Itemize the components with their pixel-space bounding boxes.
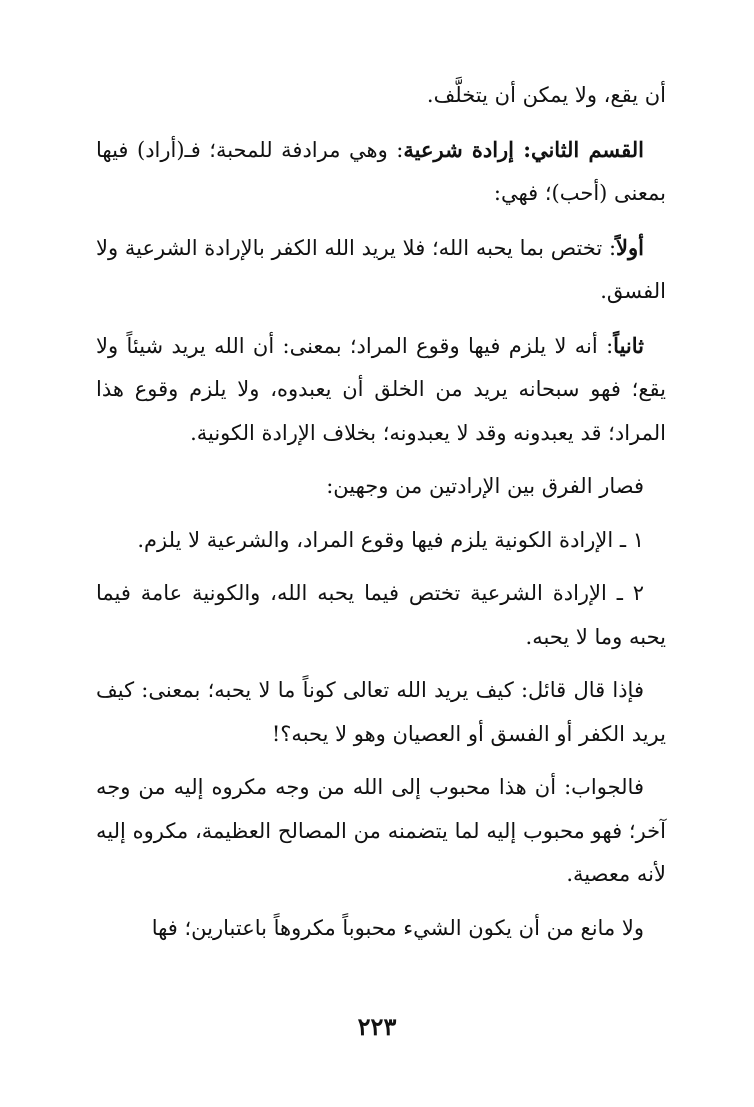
paragraph-4: [96, 324, 666, 456]
section-heading: القسم الثاني: إرادة شرعية: [403, 136, 645, 162]
paragraph-5-text: فصار الفرق بين الإرادتين من وجهين:: [326, 474, 644, 498]
paragraph-9-text: فالجواب: أن هذا محبوب إلى الله من وجه مكروه إليه من وجه آخر؛ فهو محبوب إليه لما يتضمنه من المصالح العظيمة، مكروه إليه لأنه معصية.: [96, 775, 666, 886]
paragraph-6-text: ١ ـ الإرادة الكونية يلزم فيها وقوع المراد، والشرعية لا يلزم.: [137, 527, 644, 552]
paragraph-9: [96, 766, 666, 897]
paragraph-4-text: : أنه لا يلزم فيها وقوع المراد؛ بمعنى: أن الله يريد شيئاً ولا يقع؛ فهو سبحانه يريد من الخلق أن يعبدوه، ولا يلزم وقوع هذا المراد؛ قد يعبدونه وقد لا يعبدونه؛ بخلاف الإرادة الكونية.: [96, 333, 666, 445]
paragraph-10: [96, 907, 666, 951]
paragraph-8-text: فإذا قال قائل: كيف يريد الله تعالى كوناً ما لا يحبه؛ بمعنى: كيف يريد الكفر أو الفسق أو العصيان وهو لا يحبه؟!: [96, 678, 666, 746]
paragraph-6: [96, 519, 666, 563]
page-number: ٢٢٣: [357, 1012, 397, 1041]
paragraph-3-text: : تختص بما يحبه الله؛ فلا يريد الله الكفر بالإرادة الشرعية ولا الفسق.: [96, 235, 666, 303]
paragraph-2-text: : وهي مرادفة للمحبة؛ فـ(أراد) فيها بمعنى (أحب)؛ فهي:: [96, 137, 666, 205]
paragraph-3: [96, 226, 666, 314]
paragraph-10-text: ولا مانع من أن يكون الشيء محبوباً مكروهاً باعتبارين؛ فها: [151, 915, 644, 940]
paragraph-8: [96, 669, 666, 756]
body-text: [96, 74, 666, 960]
paragraph-1-text: أن يقع، ولا يمكن أن يتخلَّف.: [426, 83, 666, 107]
paragraph-7-text: ٢ ـ الإرادة الشرعية تختص فيما يحبه الله، والكونية عامة فيما يحبه وما لا يحبه.: [96, 581, 666, 649]
paragraph-1: [96, 74, 666, 118]
point-first-label: أولاً: [616, 234, 644, 260]
paragraph-7: [96, 572, 666, 659]
paragraph-5: [96, 465, 666, 509]
paragraph-2: [96, 128, 666, 216]
point-second-label: ثانياً: [613, 332, 644, 358]
